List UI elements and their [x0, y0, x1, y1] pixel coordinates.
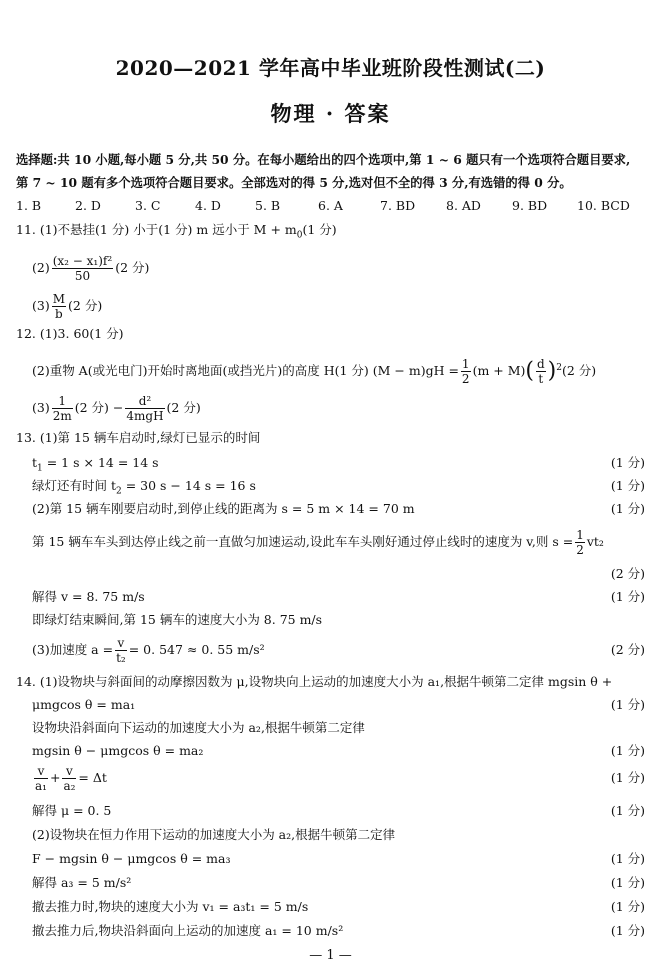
- mc-intro-line2: 第 7 ~ 10 题有多个选项符合题目要求。全部选对的得 5 分,选对但不全的得 3 分,有选错的得 0 分。: [16, 175, 572, 190]
- fraction: $\frac{v}{\text{a₁}}$: [35, 764, 47, 793]
- q14-line7: (2)设物块在恒力作用下运动的加速度大小为 a₂,根据牛顿第二定律: [32, 827, 396, 842]
- mc-answer: 1. B: [16, 198, 42, 213]
- q12-part2: (2)重物 A(或光电门)开始时离地面(或挡光片)的高度 H(1 分) (M − m)gH = $\frac{1}{2}$ (m + M)( $\frac{d}{t}$ )$^2$(2 分): [32, 357, 597, 387]
- fraction: $\frac{\text{d²}}{\text{4mgH}}$: [126, 394, 164, 423]
- q14-line6: 解得 μ = 0. 5: [32, 803, 112, 818]
- score-mark: (1 分): [610, 770, 645, 785]
- score-mark: (1 分): [610, 923, 645, 938]
- fraction: $\frac{1}{2}$: [576, 528, 584, 557]
- mc-answer: 4. D: [195, 198, 221, 213]
- q13-line8: (3)加速度 a = $\frac{v}{\text{t₂}}$ = 0. 547 ≈ 0. 55 m/s²: [32, 636, 265, 665]
- q13-line3: 绿灯还有时间 $t_2 = 30$ s − 14 s = 16 s: [32, 478, 256, 497]
- mc-answer: 2. D: [75, 198, 101, 213]
- q13-line5: 第 15 辆车车头到达停止线之前一直做匀加速运动,设此车车头刚好通过停止线时的速度为 v,则 s = $\frac{1}{2}$ vt₂: [32, 528, 604, 557]
- score-mark: (1 分): [610, 743, 645, 758]
- score-mark: (1 分): [610, 899, 645, 914]
- score-mark: (1 分): [610, 697, 645, 712]
- q14-line9: 解得 a₃ = 5 m/s²: [32, 875, 132, 890]
- mc-answer: 10. BCD: [577, 198, 630, 213]
- score-mark: (1 分): [610, 478, 645, 493]
- q14-line10: 撤去推力时,物块的速度大小为 v₁ = a₃t₁ = 5 m/s: [32, 899, 309, 914]
- q14-line8: F − mgsin θ − μmgcos θ = ma₃: [32, 851, 231, 866]
- q11-part3: (3) $\frac{M}{b}$ (2 分): [32, 292, 103, 321]
- fraction: $\frac{v}{\text{t₂}}$: [116, 636, 126, 665]
- score-mark: (2 分): [610, 566, 645, 581]
- mc-answer: 3. C: [135, 198, 161, 213]
- fraction: $\frac{M}{b}$: [52, 292, 66, 321]
- mc-intro-line1: 选择题:共 10 小题,每小题 5 分,共 50 分。在每小题给出的四个选项中,第 1 ~ 6 题只有一个选项符合题目要求,: [16, 152, 631, 167]
- q14-line11: 撤去推力后,物块沿斜面向上运动的加速度 a₁ = 10 m/s²: [32, 923, 344, 938]
- mc-answer: 5. B: [255, 198, 281, 213]
- fraction: $\frac{d}{t}$: [536, 357, 545, 387]
- mc-answer: 6. A: [318, 198, 343, 213]
- page-number: — 1 —: [309, 948, 352, 963]
- q13-line6: 解得 v = 8. 75 m/s: [32, 589, 145, 604]
- q14-line2: μmgcos θ = ma₁: [32, 697, 136, 712]
- fraction: $\frac{v}{\text{a₂}}$: [63, 764, 76, 793]
- mc-answer: 9. BD: [512, 198, 548, 213]
- fraction: $\frac{1}{2m}$: [52, 394, 72, 423]
- page-title: 2020—2021 学年高中毕业班阶段性测试(二): [115, 56, 546, 80]
- score-mark: (1 分): [610, 455, 645, 470]
- q14-line3: 设物块沿斜面向下运动的加速度大小为 a₂,根据牛顿第二定律: [32, 720, 365, 735]
- q11-part1: 11. (1)不悬挂(1 分) 小于(1 分) m 远小于 $M + m_0(1$ 分): [16, 222, 337, 241]
- q12-part1: 12. (1)3. 60(1 分): [16, 326, 124, 341]
- mc-answer: 7. BD: [380, 198, 416, 213]
- fraction: $\frac{\text{(x₂ − x₁)f²}}{50}$: [52, 254, 113, 283]
- score-mark: (1 分): [610, 501, 645, 516]
- q13-line4: (2)第 15 辆车刚要启动时,到停止线的距离为 s = 5 m × 14 = 70 m: [32, 501, 415, 516]
- q14-line4: mgsin θ − μmgcos θ = ma₂: [32, 743, 204, 758]
- score-mark: (1 分): [610, 803, 645, 818]
- q13-line2: $t_1 = 1$ s × 14 = 14 s: [32, 455, 159, 474]
- fraction: $\frac{1}{2}$: [461, 357, 470, 387]
- score-mark: (1 分): [610, 589, 645, 604]
- score-mark: (2 分): [610, 642, 645, 657]
- q14-line5: $\frac{v}{\text{a₁}}$ + $\frac{v}{\text{a₂}}$ = Δt: [35, 764, 107, 793]
- score-mark: (1 分): [610, 875, 645, 890]
- q13-line7: 即绿灯结束瞬间,第 15 辆车的速度大小为 8. 75 m/s: [32, 612, 323, 627]
- score-mark: (1 分): [610, 851, 645, 866]
- page-subtitle: 物理 · 答案: [270, 101, 391, 126]
- q11-part2: (2) $\frac{\text{(x₂ − x₁)f²}}{50}$ (2 分): [32, 254, 150, 283]
- mc-answer: 8. AD: [446, 198, 481, 213]
- q14-line1: 14. (1)设物块与斜面间的动摩擦因数为 μ,设物块向上运动的加速度大小为 a₁,根据牛顿第二定律 mgsin θ +: [16, 674, 613, 689]
- q12-part3: (3) $\frac{1}{2m}$ (2 分) − $\frac{\text{d²}}{\text{4mgH}}$ (2 分): [32, 394, 201, 423]
- q13-line1: 13. (1)第 15 辆车启动时,绿灯已显示的时间: [16, 430, 261, 445]
